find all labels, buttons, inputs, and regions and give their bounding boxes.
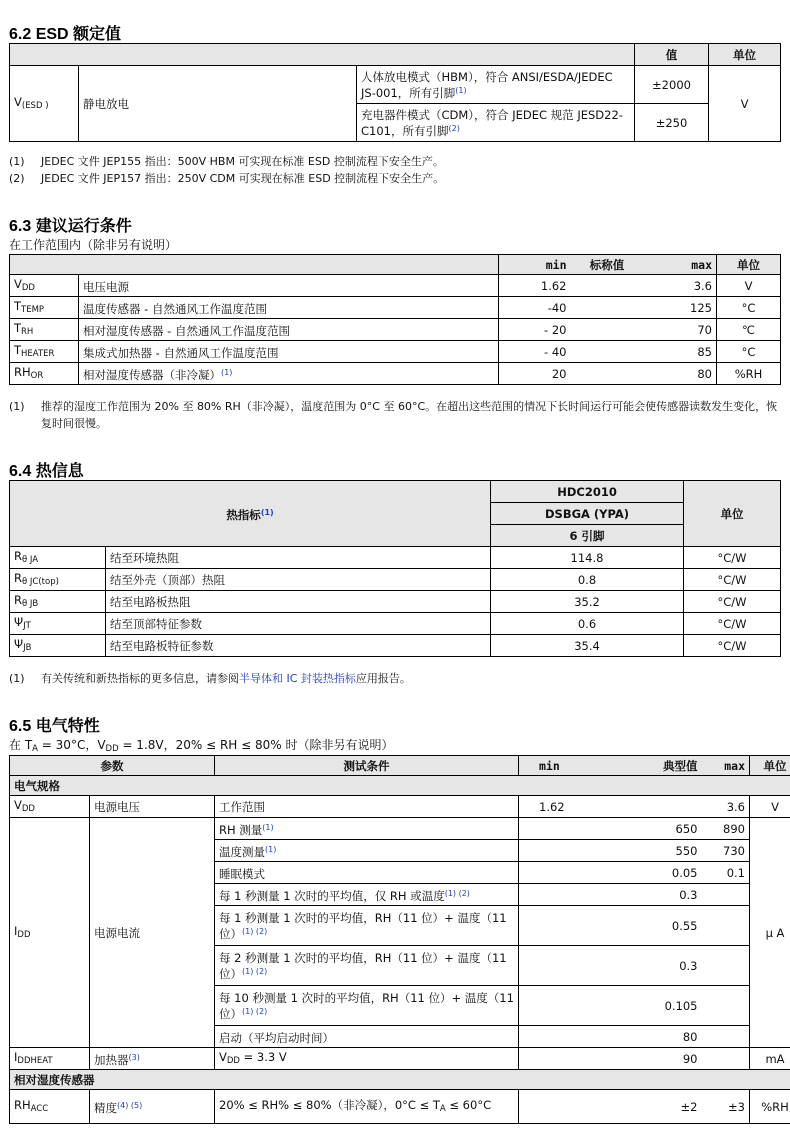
iddheat-cond: $V_{DD} = 3.3$ V: [215, 1048, 519, 1070]
roc-subline: 在工作范围内（除非另有说明）: [9, 238, 178, 252]
idd-cond: RH 测量$^{(1)}$: [215, 818, 519, 840]
col-unit: 单位: [717, 255, 781, 275]
roc-min: 20: [499, 363, 571, 385]
esd-cdm-value: ±250: [635, 104, 709, 142]
roc-min: - 40: [499, 341, 571, 363]
electrical-table: [9, 755, 790, 1124]
roc-max: 80: [644, 363, 717, 385]
roc-nom: [571, 363, 644, 385]
esd-param: 静电放电: [79, 66, 357, 142]
iddheat-unit: mA: [750, 1048, 790, 1070]
sec-electrical-spec: 电气规格: [10, 776, 790, 796]
roc-symbol: $RH_{OR}$: [10, 363, 79, 385]
idd-min: [519, 884, 614, 906]
idd-typ: 0.3: [614, 884, 702, 906]
col-min: min: [499, 255, 571, 275]
roc-desc: 温度传感器 - 自然通风工作温度范围: [79, 297, 499, 319]
roc-unit: ℃: [717, 319, 781, 341]
esd-header-blank: [10, 44, 635, 66]
roc-desc: 集成式加热器 - 自然通风工作温度范围: [79, 341, 499, 363]
idd-max: [702, 986, 750, 1026]
vdd-desc: 电源电压: [90, 796, 215, 818]
idd-min: [519, 818, 614, 840]
thermal-metrics-link[interactable]: 半导体和 IC 封装热指标: [239, 672, 356, 685]
idd-max: [702, 1026, 750, 1048]
vdd-symbol: $V_{DD}$: [10, 796, 90, 818]
roc-desc: 电压电源: [79, 275, 499, 297]
esd-hbm-cond: 人体放电模式（HBM），符合 ANSI/ESDA/JEDEC JS-001，所有引脚$^{(1)}$: [357, 66, 635, 104]
roc-max: 125: [644, 297, 717, 319]
vdd-typ: [614, 796, 702, 818]
thermal-table: [9, 480, 781, 657]
rhacc-typ: ±2: [614, 1090, 702, 1124]
rhacc-unit: %RH: [750, 1090, 790, 1124]
iddheat-symbol: $I_{DDHEAT}$: [10, 1048, 90, 1070]
roc-unit: °C: [717, 297, 781, 319]
thermal-symbol: $\Psi_{JB}$: [10, 635, 106, 657]
thermal-value: 0.8: [491, 569, 684, 591]
thermal-symbol: $R_{\theta JC(top)}$: [10, 569, 106, 591]
thermal-value: 114.8: [491, 547, 684, 569]
idd-cond: 每 2 秒测量 1 次时的平均值，RH（11 位）+ 温度（11 位）$^{(1) (2)}$: [215, 946, 519, 986]
vdd-cond: 工作范围: [215, 796, 519, 818]
idd-typ: 0.105: [614, 986, 702, 1026]
rhacc-min: [519, 1090, 614, 1124]
idd-cond: 睡眠模式: [215, 862, 519, 884]
roc-desc: 相对湿度传感器（非冷凝）$^{(1)}$: [79, 363, 499, 385]
idd-typ: 550: [614, 840, 702, 862]
roc-desc: 相对湿度传感器 - 自然通风工作温度范围: [79, 319, 499, 341]
vdd-unit: V: [750, 796, 790, 818]
idd-unit: μ A: [750, 818, 790, 1048]
section-title-roc: 6.3 建议运行条件: [9, 218, 132, 235]
sec-rh-sensor: 相对湿度传感器: [10, 1070, 790, 1090]
rhacc-cond: 20% ≤ RH% ≤ 80%（非冷凝），$0^\circ C \le T_A \le 60^\circ C$: [215, 1090, 519, 1124]
idd-min: [519, 986, 614, 1026]
roc-max: 3.6: [644, 275, 717, 297]
esd-note-1: (1) JEDEC 文件 JEP155 指出：500V HBM 可实现在标准 ESD 控制流程下安全生产。: [9, 155, 444, 168]
rhacc-desc: 精度$^{(4) (5)}$: [90, 1090, 215, 1124]
esd-unit: V: [709, 66, 781, 142]
idd-cond: 启动（平均启动时间）: [215, 1026, 519, 1048]
idd-max: 730: [702, 840, 750, 862]
thermal-unit: °C/W: [684, 569, 781, 591]
idd-typ: 650: [614, 818, 702, 840]
idd-min: [519, 1026, 614, 1048]
roc-unit: V: [717, 275, 781, 297]
roc-symbol: $T_{HEATER}$: [10, 341, 79, 363]
roc-min: - 20: [499, 319, 571, 341]
roc-nom: [571, 297, 644, 319]
idd-typ: 0.05: [614, 862, 702, 884]
thermal-note: (1) 有关传统和新热指标的更多信息，请参阅半导体和 IC 封装热指标应用报告。: [9, 672, 411, 685]
idd-typ: 0.55: [614, 906, 702, 946]
thermal-unit: °C/W: [684, 613, 781, 635]
roc-min: -40: [499, 297, 571, 319]
table-row: [10, 591, 781, 613]
thermal-unit: °C/W: [684, 591, 781, 613]
esd-cdm-cond: 充电器件模式（CDM），符合 JEDEC 规范 JESD22-C101，所有引脚$^{(2)}$: [357, 104, 635, 142]
roc-header-blank: [10, 255, 499, 275]
idd-cond: 每 1 秒测量 1 次时的平均值，RH（11 位）+ 温度（11 位）$^{(1) (2)}$: [215, 906, 519, 946]
thermal-symbol: $R_{\theta JB}$: [10, 591, 106, 613]
roc-symbol: $T_{RH}$: [10, 319, 79, 341]
section-title-esd: 6.2 ESD 额定值: [9, 26, 122, 43]
section-title-thermal: 6.4 热信息: [9, 463, 84, 480]
idd-max: [702, 884, 750, 906]
iddheat-desc: 加热器$^{(3)}$: [90, 1048, 215, 1070]
table-row: [10, 297, 781, 319]
col-param: 参数: [10, 756, 215, 776]
table-row: [10, 613, 781, 635]
rhacc-symbol: $RH_{ACC}$: [10, 1090, 90, 1124]
col-cond: 测试条件: [215, 756, 519, 776]
thermal-desc: 结至外壳（顶部）热阻: [106, 569, 491, 591]
thermal-unit: °C/W: [684, 547, 781, 569]
idd-typ: 80: [614, 1026, 702, 1048]
vdd-min: 1.62: [519, 796, 614, 818]
roc-nom: [571, 319, 644, 341]
thermal-symbol: $R_{\theta JA}$: [10, 547, 106, 569]
electrical-subline: 在 $T_A = 30^\circ C$，$V_{DD} = 1.8V$，20% ≤ RH ≤ 80% 时（除非另有说明）: [9, 738, 394, 754]
idd-min: [519, 946, 614, 986]
col-unit: 单位: [684, 481, 781, 547]
roc-table: [9, 254, 781, 385]
col-max: max: [644, 255, 717, 275]
thermal-package: DSBGA (YPA): [491, 503, 684, 525]
roc-unit: °C: [717, 341, 781, 363]
roc-max: 70: [644, 319, 717, 341]
roc-nom: [571, 275, 644, 297]
roc-max: 85: [644, 341, 717, 363]
idd-cond: 温度测量$^{(1)}$: [215, 840, 519, 862]
idd-min: [519, 840, 614, 862]
roc-symbol: $T_{TEMP}$: [10, 297, 79, 319]
esd-symbol: $V_{(ESD )}$: [10, 66, 79, 142]
roc-min: 1.62: [499, 275, 571, 297]
idd-desc: 电源电流: [90, 818, 215, 1048]
col-nom: 标称值: [571, 255, 644, 275]
thermal-symbol: $\Psi_{JT}$: [10, 613, 106, 635]
thermal-pins: 6 引脚: [491, 525, 684, 547]
esd-notes: [9, 153, 780, 187]
col-value: 值: [635, 44, 709, 66]
table-row: [10, 547, 781, 569]
thermal-metric-label: 热指标$^{(1)}$: [10, 481, 491, 547]
col-unit: 单位: [709, 44, 781, 66]
idd-max: [702, 946, 750, 986]
iddheat-min: [519, 1048, 614, 1070]
col-unit: 单位: [750, 756, 790, 776]
iddheat-typ: 90: [614, 1048, 702, 1070]
idd-max: [702, 906, 750, 946]
idd-symbol: $I_{DD}$: [10, 818, 90, 1048]
roc-note: (1) 推荐的湿度工作范围为 20% 至 80% RH（非冷凝），温度范围为 0°C 至 60°C。在超出这些范围的情况下长时间运行可能会使传感器读数发生变化，恢复时间很慢。: [9, 400, 778, 430]
thermal-desc: 结至电路板热阻: [106, 591, 491, 613]
idd-typ: 0.3: [614, 946, 702, 986]
section-title-electrical: 6.5 电气特性: [9, 718, 100, 735]
thermal-value: 35.2: [491, 591, 684, 613]
thermal-value: 35.4: [491, 635, 684, 657]
table-row: [10, 341, 781, 363]
esd-note-2: (2) JEDEC 文件 JEP157 指出：250V CDM 可实现在标准 ESD 控制流程下安全生产。: [9, 172, 445, 185]
thermal-desc: 结至环境热阻: [106, 547, 491, 569]
idd-min: [519, 906, 614, 946]
table-row: [10, 363, 781, 385]
table-row: [10, 319, 781, 341]
thermal-unit: °C/W: [684, 635, 781, 657]
table-row: [10, 818, 790, 840]
iddheat-max: [702, 1048, 750, 1070]
table-row: [10, 635, 781, 657]
thermal-desc: 结至电路板特征参数: [106, 635, 491, 657]
col-typ: 典型值: [614, 756, 702, 776]
table-row: [10, 275, 781, 297]
roc-unit: %RH: [717, 363, 781, 385]
col-min: min: [519, 756, 614, 776]
thermal-desc: 结至顶部特征参数: [106, 613, 491, 635]
idd-cond: 每 10 秒测量 1 次时的平均值，RH（11 位）+ 温度（11 位）$^{(1) (2)}$: [215, 986, 519, 1026]
table-row: [10, 569, 781, 591]
col-max: max: [702, 756, 750, 776]
idd-min: [519, 862, 614, 884]
esd-hbm-value: ±2000: [635, 66, 709, 104]
idd-cond: 每 1 秒测量 1 次时的平均值，仅 RH 或温度$^{(1) (2)}$: [215, 884, 519, 906]
roc-nom: [571, 341, 644, 363]
idd-max: 890: [702, 818, 750, 840]
roc-symbol: $V_{DD}$: [10, 275, 79, 297]
thermal-device: HDC2010: [491, 481, 684, 503]
rhacc-max: ±3: [702, 1090, 750, 1124]
thermal-value: 0.6: [491, 613, 684, 635]
idd-max: 0.1: [702, 862, 750, 884]
vdd-max: 3.6: [702, 796, 750, 818]
esd-table: [9, 43, 781, 142]
